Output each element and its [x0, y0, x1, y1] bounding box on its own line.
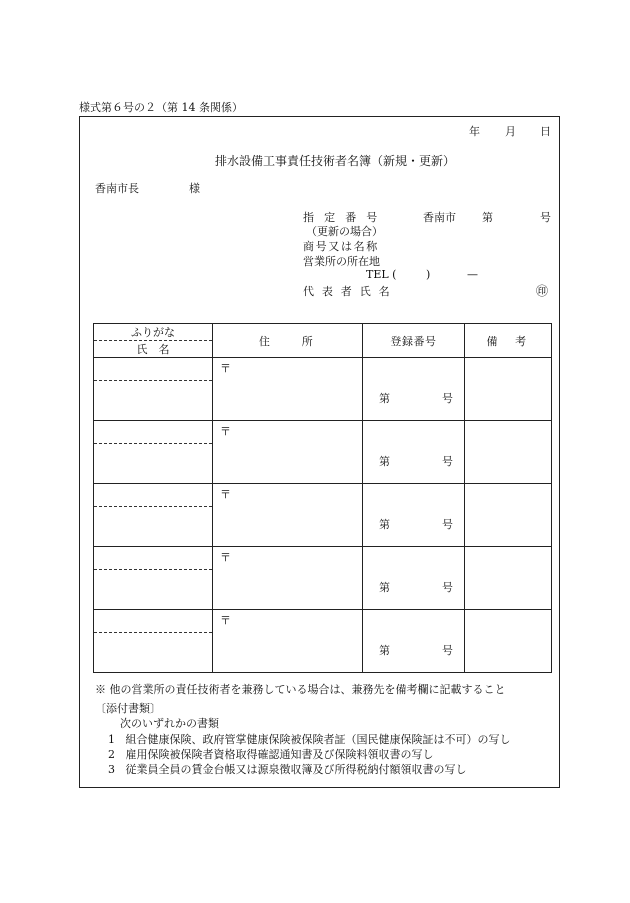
- name-cell[interactable]: [94, 421, 213, 484]
- regno-cell[interactable]: [363, 358, 465, 421]
- table-row: [94, 610, 552, 673]
- date-day: 日: [540, 125, 551, 138]
- note: ※ 他の営業所の責任技術者を兼務している場合は、兼務先を備考欄に記載すること: [95, 683, 506, 696]
- furigana-header: ふりがな: [94, 324, 212, 341]
- regno-suffix: 号: [442, 455, 453, 468]
- regno-cell[interactable]: [363, 610, 465, 673]
- addressee: 香南市長: [95, 182, 139, 195]
- regno-prefix: 第: [379, 455, 390, 468]
- addressee-honorific: 様: [189, 182, 200, 195]
- address-cell[interactable]: [213, 484, 363, 547]
- name-cell[interactable]: [94, 484, 213, 547]
- date-year: 年: [469, 125, 480, 138]
- address-cell[interactable]: [213, 421, 363, 484]
- designation-city: 香南市: [423, 211, 456, 224]
- page-title: 排水設備工事責任技術者名簿（新規・更新）: [215, 154, 456, 168]
- regno-prefix: 第: [379, 518, 390, 531]
- attachments-intro: 次のいずれかの書類: [120, 717, 219, 730]
- regno-suffix: 号: [442, 581, 453, 594]
- table-row: [94, 421, 552, 484]
- postal-mark: 〒: [220, 488, 231, 501]
- name-cell[interactable]: [94, 547, 213, 610]
- attachment-text: 従業員全員の賃金台帳又は源泉徴収簿及び所得税納付額領収書の写し: [125, 763, 467, 776]
- regno-suffix: 号: [442, 518, 453, 531]
- attachment-num: 3: [108, 763, 115, 776]
- office-label: 営業所の所在地: [303, 255, 380, 268]
- table-row: [94, 484, 552, 547]
- name-cell[interactable]: [94, 358, 213, 421]
- registry-table: [93, 323, 552, 673]
- trade-name-label: 商号又は名称: [303, 240, 379, 253]
- attachment-num: 1: [108, 733, 115, 746]
- attachment-item-2: [108, 746, 434, 762]
- regno-prefix: 第: [379, 581, 390, 594]
- attachments-heading: 〔添付書類〕: [95, 702, 161, 715]
- remarks-cell[interactable]: [465, 358, 552, 421]
- remarks-cell[interactable]: [465, 421, 552, 484]
- address-cell[interactable]: [213, 358, 363, 421]
- regno-suffix: 号: [442, 392, 453, 405]
- regno-cell[interactable]: [363, 484, 465, 547]
- attachment-item-1: [108, 731, 511, 747]
- attachment-num: 2: [108, 748, 115, 761]
- table-header: [94, 324, 552, 358]
- tel-label: TEL (: [366, 268, 397, 281]
- tel-mid: ): [426, 268, 431, 281]
- regno-prefix: 第: [379, 644, 390, 657]
- date-month: 月: [505, 125, 516, 138]
- name-header: 氏 名: [136, 342, 170, 356]
- designation-prefix: 第: [482, 211, 493, 224]
- tel-dash: —: [467, 268, 478, 281]
- regno-cell[interactable]: [363, 421, 465, 484]
- representative-label: 代 表 者 氏 名: [303, 285, 392, 298]
- name-cell[interactable]: [94, 610, 213, 673]
- seal-mark: ㊞: [536, 284, 549, 298]
- address-cell[interactable]: [213, 610, 363, 673]
- designation-label: 指 定 番 号: [303, 211, 381, 224]
- regno-prefix: 第: [379, 392, 390, 405]
- attachment-text: 雇用保険被保険者資格取得確認通知書及び保険料領収書の写し: [125, 748, 434, 761]
- remarks-cell[interactable]: [465, 610, 552, 673]
- remarks-cell[interactable]: [465, 484, 552, 547]
- designation-suffix: 号: [540, 211, 551, 224]
- table-row: [94, 547, 552, 610]
- regno-cell[interactable]: [363, 547, 465, 610]
- postal-mark: 〒: [220, 551, 231, 564]
- renewal-note: （更新の場合）: [306, 225, 383, 238]
- attachment-text: 組合健康保険、政府管掌健康保険被保険者証（国民健康保険証は不可）の写し: [125, 733, 511, 746]
- table-row: [94, 358, 552, 421]
- postal-mark: 〒: [220, 425, 231, 438]
- remarks-cell[interactable]: [465, 547, 552, 610]
- form-number: 様式第６号の２（第 14 条関係）: [79, 101, 243, 114]
- postal-mark: 〒: [220, 362, 231, 375]
- regno-suffix: 号: [442, 644, 453, 657]
- address-header: 住 所: [258, 334, 317, 348]
- postal-mark: 〒: [220, 614, 231, 627]
- address-cell[interactable]: [213, 547, 363, 610]
- remarks-header: 備 考: [486, 334, 530, 348]
- attachment-item-3: [108, 761, 467, 777]
- name-header-cell: [94, 324, 213, 358]
- regno-header: 登録番号: [390, 334, 437, 348]
